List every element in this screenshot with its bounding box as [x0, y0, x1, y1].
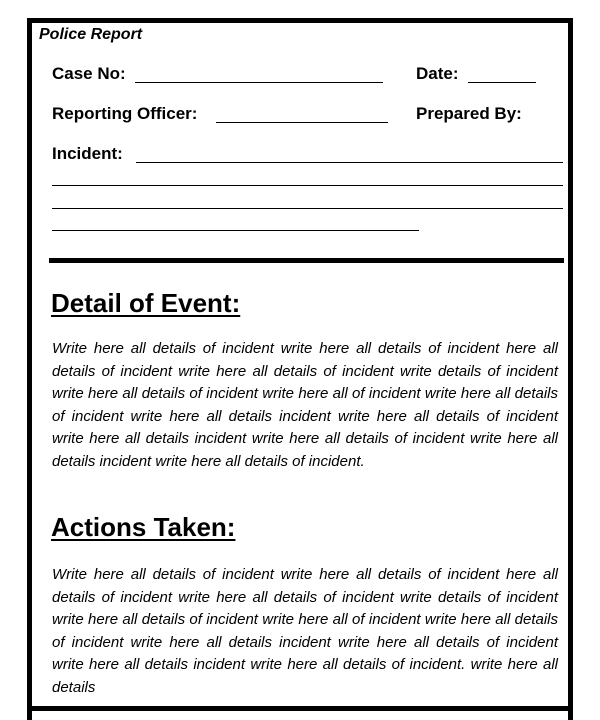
incident-label: Incident:: [52, 144, 123, 163]
incident-line-4[interactable]: [52, 230, 419, 231]
detail-of-event-heading: Detail of Event:: [51, 288, 241, 318]
case-no-field[interactable]: [135, 82, 383, 83]
document-title: Police Report: [39, 26, 143, 43]
page-border-bottom: [27, 706, 573, 711]
prepared-by-label: Prepared By:: [416, 104, 522, 123]
actions-taken-heading: Actions Taken:: [51, 512, 236, 542]
incident-line-2[interactable]: [52, 185, 563, 186]
case-no-label: Case No:: [52, 64, 126, 83]
reporting-officer-field[interactable]: [216, 122, 388, 123]
incident-field[interactable]: [136, 162, 563, 163]
section-divider: [49, 258, 564, 263]
date-field[interactable]: [468, 82, 536, 83]
incident-line-3[interactable]: [52, 208, 563, 209]
date-label: Date:: [416, 64, 459, 83]
detail-of-event-text: Write here all details of incident write here all details of incident here all details of incident write here all details of incident write details of incident write here all details of incident write here all of incident write here all details of incident write here all details incident write here all details of incident write here all details incident write here all details of incident write here all details incident write here all details of incident.: [52, 340, 558, 470]
actions-taken-text: Write here all details of incident write here all details of incident here all details of incident write here all details of incident write details of incident write here all details of incident write here all of incident write here all details of incident write here all details incident write here all details of incident write here all details incident write here all details of incident. write here all details: [52, 566, 558, 696]
reporting-officer-label: Reporting Officer:: [52, 104, 198, 123]
